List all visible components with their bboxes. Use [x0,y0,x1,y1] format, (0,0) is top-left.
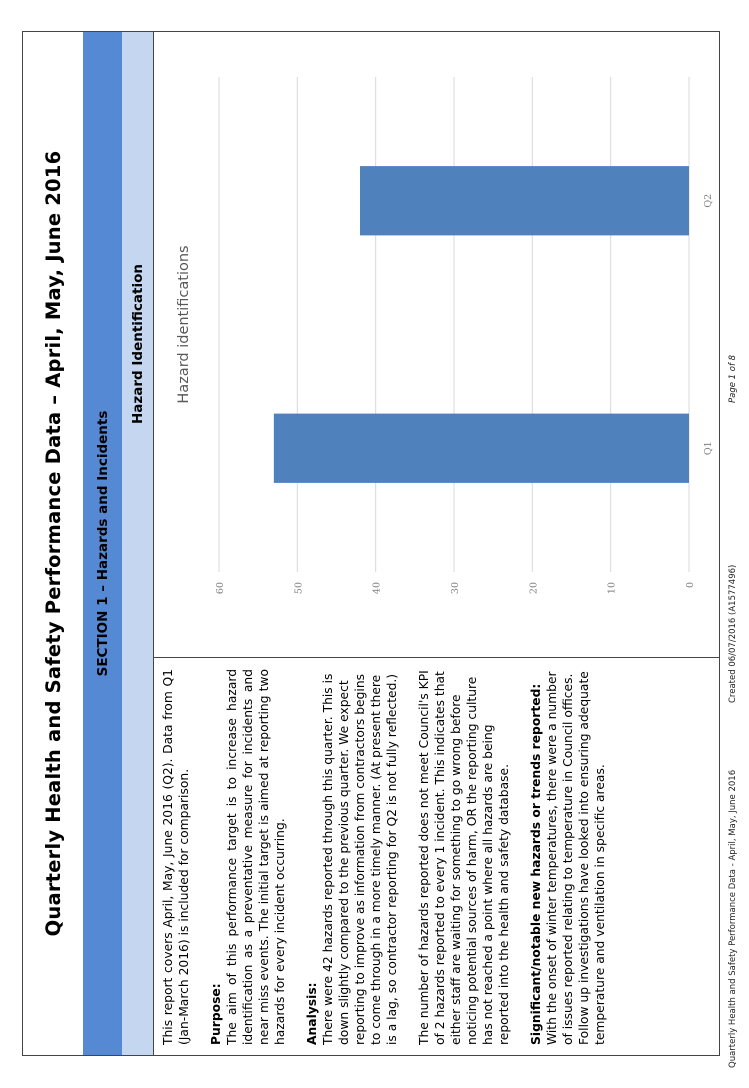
y-tick-label: 30 [450,582,461,595]
footer-created: Created 06/07/2016 (A1577496) [728,564,738,703]
intro-paragraph: This report covers April, May, June 2016 (Q2). Data from Q1 (Jan-March 2016) is included for comparison. [161,669,191,1045]
significant-heading: Significant/notable new hazards or trends reported: [529,683,543,1045]
page-title: Quarterly Health and Safety Performance Data – April, May, June 2016 [23,32,84,1055]
hazard-chart [154,31,720,657]
x-category-label: Q1 [703,441,714,456]
analysis-block [304,669,400,1045]
text-column [160,669,624,1045]
significant-block [528,669,608,1045]
y-tick-label: 50 [293,582,305,595]
kpi-paragraph: The number of hazards reported does not meet Council's KPI of 2 hazards reported to every 1 incident. This indicates that either staff are waiting for something to go wrong before noticing potential sources of harm, OR the reporting culture has not reached a point where all hazards are being reported into the health and safety database. [417,670,511,1045]
y-tick-label: 10 [606,582,618,595]
section-header: SECTION 1 – Hazards and Incidents [83,32,123,1055]
y-tick-label: 40 [371,582,383,595]
report-frame [22,31,720,1056]
chart-title: Hazard identifications [176,245,192,404]
purpose-heading: Purpose: [209,983,223,1045]
y-tick-label: 0 [685,582,696,589]
footer-page-number: Page 1 of 8 [728,354,738,403]
analysis-text: There were 42 hazards reported through this quarter. This is down slightly compared to the previous quarter. We expect reporting to improve as information from contractors begins to come through in a more timely manner. (At present there is a lag, so contractor reporting for Q2 is not fully reflected.) [321,673,399,1045]
analysis-heading: Analysis: [305,982,319,1045]
subsection-title: Hazard Identification [129,263,146,425]
purpose-text: The aim of this performance target is to increase hazard identification as a preventative measure for incidents and near miss events. The initial target is aimed at reporting two hazards for every incident occurring. [225,669,287,1045]
y-tick-label: 60 [215,582,226,595]
y-tick-label: 20 [528,582,540,595]
subsection-band [122,32,154,1055]
bar-q2 [360,166,689,235]
column-divider [153,657,719,658]
bar-q1 [274,414,689,483]
footer-doc-title: Quarterly Health and Safety Performance Data - April, May, June 2016 [728,769,738,1068]
x-category-label: Q2 [703,193,714,208]
significant-text: With the onset of winter temperatures, there were a number of issues reported relating to temperature in Council offices. Follow up investigations have looked into ensuring adequate temperature and ventilation in specific areas. [545,671,607,1045]
purpose-block [208,669,288,1045]
